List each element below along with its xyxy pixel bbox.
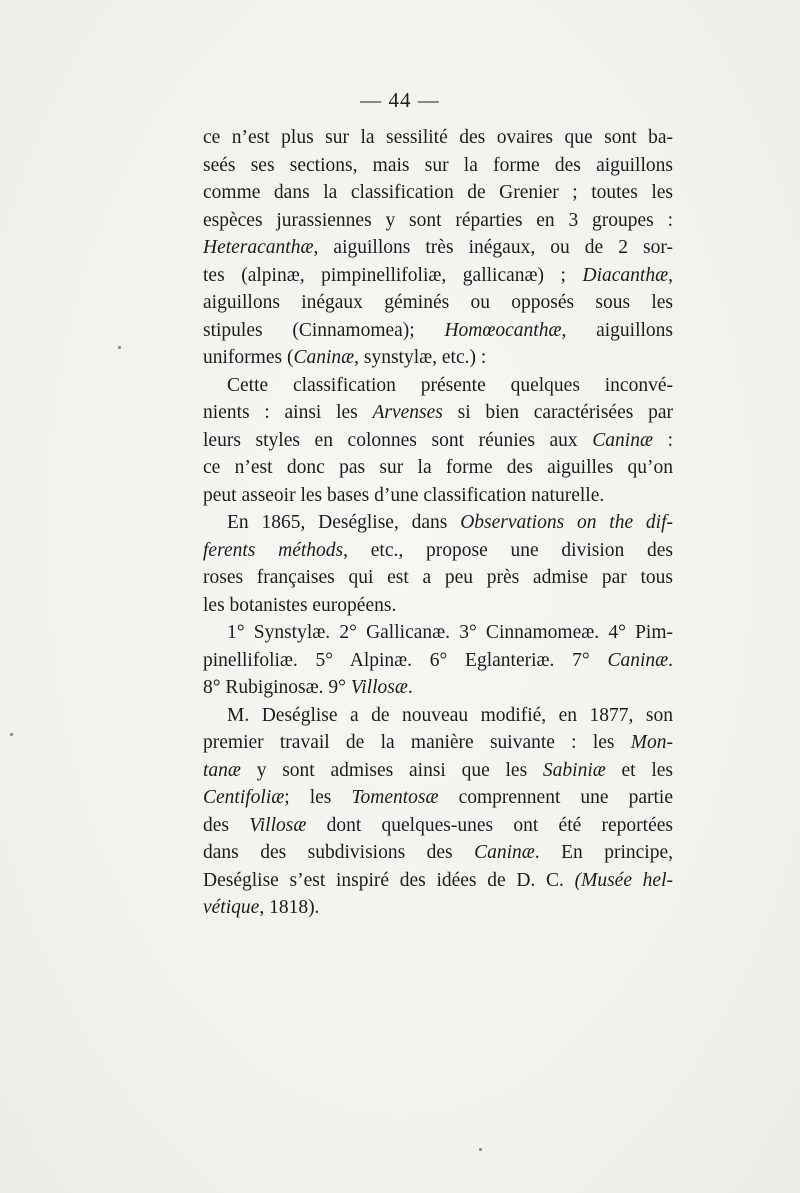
paper-speck (479, 1148, 482, 1151)
text-line: tanæ y sont admises ainsi que les Sabiniæ et les (203, 759, 673, 781)
text-line: En 1865, Deséglise, dans Observations on the dif- (227, 512, 673, 533)
text-line: Heteracanthæ, aiguillons très inégaux, ou de 2 sor- (203, 237, 673, 258)
text-line: les botanistes européens. (203, 594, 397, 616)
text-line: Centifoliæ; les Tomentosæ comprennent une partie (203, 787, 673, 808)
text-line: aiguillons inégaux géminés ou opposés sous les (203, 292, 673, 313)
text-line: ce n’est donc pas sur la forme des aiguilles qu’on (203, 457, 673, 478)
text-line: des Villosæ dont quelques-unes ont été reportées (203, 814, 673, 836)
text-line: ce n’est plus sur la sessilité des ovaires que sont ba- (203, 127, 673, 148)
text-line: seés ses sections, mais sur la forme des aiguillons (203, 154, 673, 176)
text-line: peut asseoir les bases d’une classification naturelle. (203, 484, 605, 506)
text-line: pinellifoliæ. 5° Alpinæ. 6° Eglanteriæ. 7° Caninæ. (203, 649, 673, 671)
paper-speck (118, 346, 121, 349)
text-line: stipules (Cinnamomea); Homœocanthæ, aiguillons (203, 319, 674, 341)
text-line: Cette classification présente quelques inconvé- (227, 374, 673, 396)
text-line: tes (alpinæ, pimpinellifoliæ, gallicanæ) ; Diacanthæ, (203, 264, 673, 286)
text-line: Deséglise s’est inspiré des idées de D. C. (Musée hel- (203, 869, 674, 891)
body-text (203, 124, 673, 922)
text-line: ferents méthods, etc., propose une division des (203, 539, 673, 561)
text-line: espèces jurassiennes y sont réparties en 3 groupes : (203, 209, 673, 231)
text-line: M. Deséglise a de nouveau modifié, en 1877, son (227, 704, 673, 726)
text-line: 1° Synstylæ. 2° Gallicanæ. 3° Cinnamomeæ. 4° Pim- (227, 622, 673, 643)
text-line: dans des subdivisions des Caninæ. En principe, (203, 842, 673, 863)
text-line: leurs styles en colonnes sont réunies aux Caninæ : (203, 429, 673, 451)
text-line: 8° Rubiginosæ. 9° Villosæ. (203, 677, 413, 698)
text-line: vétique, 1818). (203, 897, 320, 918)
text-line: comme dans la classification de Grenier ; toutes les (203, 182, 673, 203)
text-line: premier travail de la manière suivante : les Mon- (203, 732, 673, 753)
paper-speck (10, 733, 13, 736)
text-line: uniformes (Caninæ, synstylæ, etc.) : (203, 347, 487, 368)
text-line: nients : ainsi les Arvenses si bien caractérisées par (203, 402, 673, 423)
page-number: — 44 — (360, 88, 440, 112)
text-line: roses françaises qui est a peu près admise par tous (203, 567, 673, 588)
